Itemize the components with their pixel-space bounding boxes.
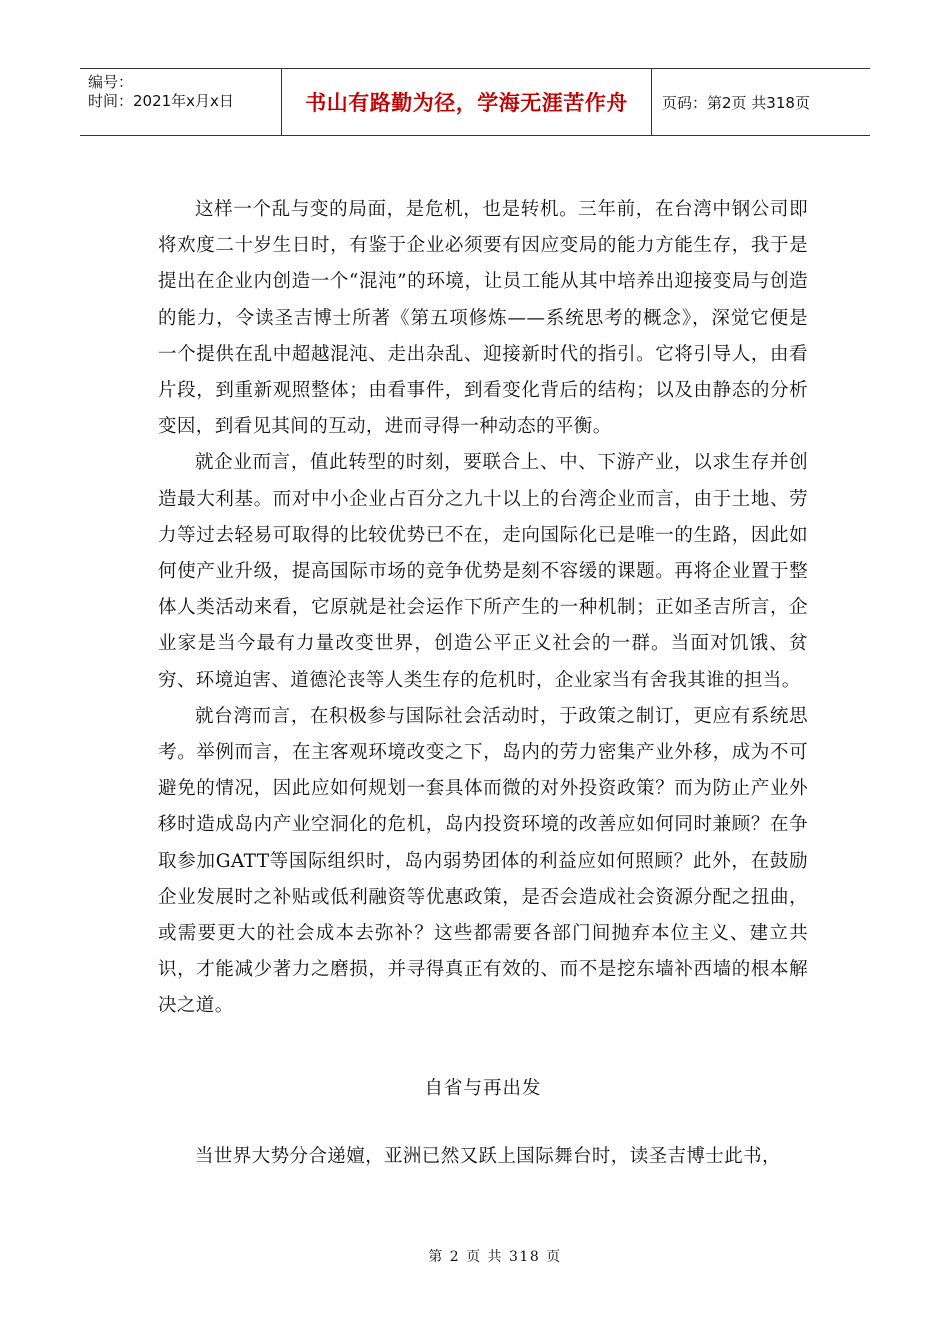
paragraph: 当世界大势分合递嬗，亚洲已然又跃上国际舞台时，读圣吉博士此书， [195,1145,781,1167]
header-meta [80,69,282,135]
number-label: 编号： [88,73,134,91]
paragraph: 这样一个乱与变的局面，是危机，也是转机。三年前，在台湾中钢公司即将欢度二十岁生日时，有鉴于企业必须要有因应变局的能力方能生存，我于是提出在企业内创造一个“混沌”的环境，让员工能从其中培养出迎接变局与创造的能力，令读圣吉博士所著《第五项修炼——系统思考的概念》，深觉它便是一个提供在乱中超越混沌、走出杂乱、迎接新时代的指引。它将引导人，由看片段，到重新观照整体；由看事件，到看变化背后的结构；以及由静态的分析变因，到看见其间的互动，进而寻得一种动态的平衡。 [158,199,808,438]
page-footer: 第 2 页 共 318 页 [428,1249,562,1265]
paragraph: 就台湾而言，在积极参与国际社会活动时，于政策之制订，更应有系统思考。举例而言，在主客观环境改变之下，岛内的劳力密集产业外移，成为不可避免的情况，因此应如何规划一套具体而微的对外投资政策？而为防止产业外移时造成岛内产业空洞化的危机，岛内投资环境的改善应如何同时兼顾？在争取参加GATT等国际组织时，岛内弱势团体的利益应如何照顾？此外，在鼓励企业发展时之补贴或低利融资等优惠政策，是否会造成社会资源分配之扭曲，或需要更大的社会成本去弥补？这些都需要各部门间抛弃本位主义、建立共识，才能减少著力之磨损，并寻得真正有效的、而不是挖东墙补西墙的根本解决之道。 [158,705,808,1017]
section-title: 自省与再出发 [424,1077,542,1099]
page-header [80,68,870,136]
paragraph: 就企业而言，值此转型的时刻，要联合上、中、下游产业，以求生存并创造最大利基。而对中小企业占百分之九十以上的台湾企业而言，由于土地、劳力等过去轻易可取得的比较优势已不在，走向国际化已是唯一的生路，因此如何使产业升级，提高国际市场的竞争优势是刻不容缓的课题。再将企业置于整体人类活动来看，它原就是社会运作下所产生的一种机制；正如圣吉所言，企业家是当今最有力量改变世界，创造公平正义社会的一群。当面对饥饿、贫穷、环境迫害、道德沦丧等人类生存的危机时，企业家当有舍我其谁的担当。 [158,452,808,691]
header-motto: 书山有路勤为径，学海无涯苦作舟 [282,69,652,135]
header-page-info: 页码：第2页 共318页 [662,93,810,112]
date-label: 时间：2021年x月x日 [88,92,234,110]
document-body [158,192,808,1175]
